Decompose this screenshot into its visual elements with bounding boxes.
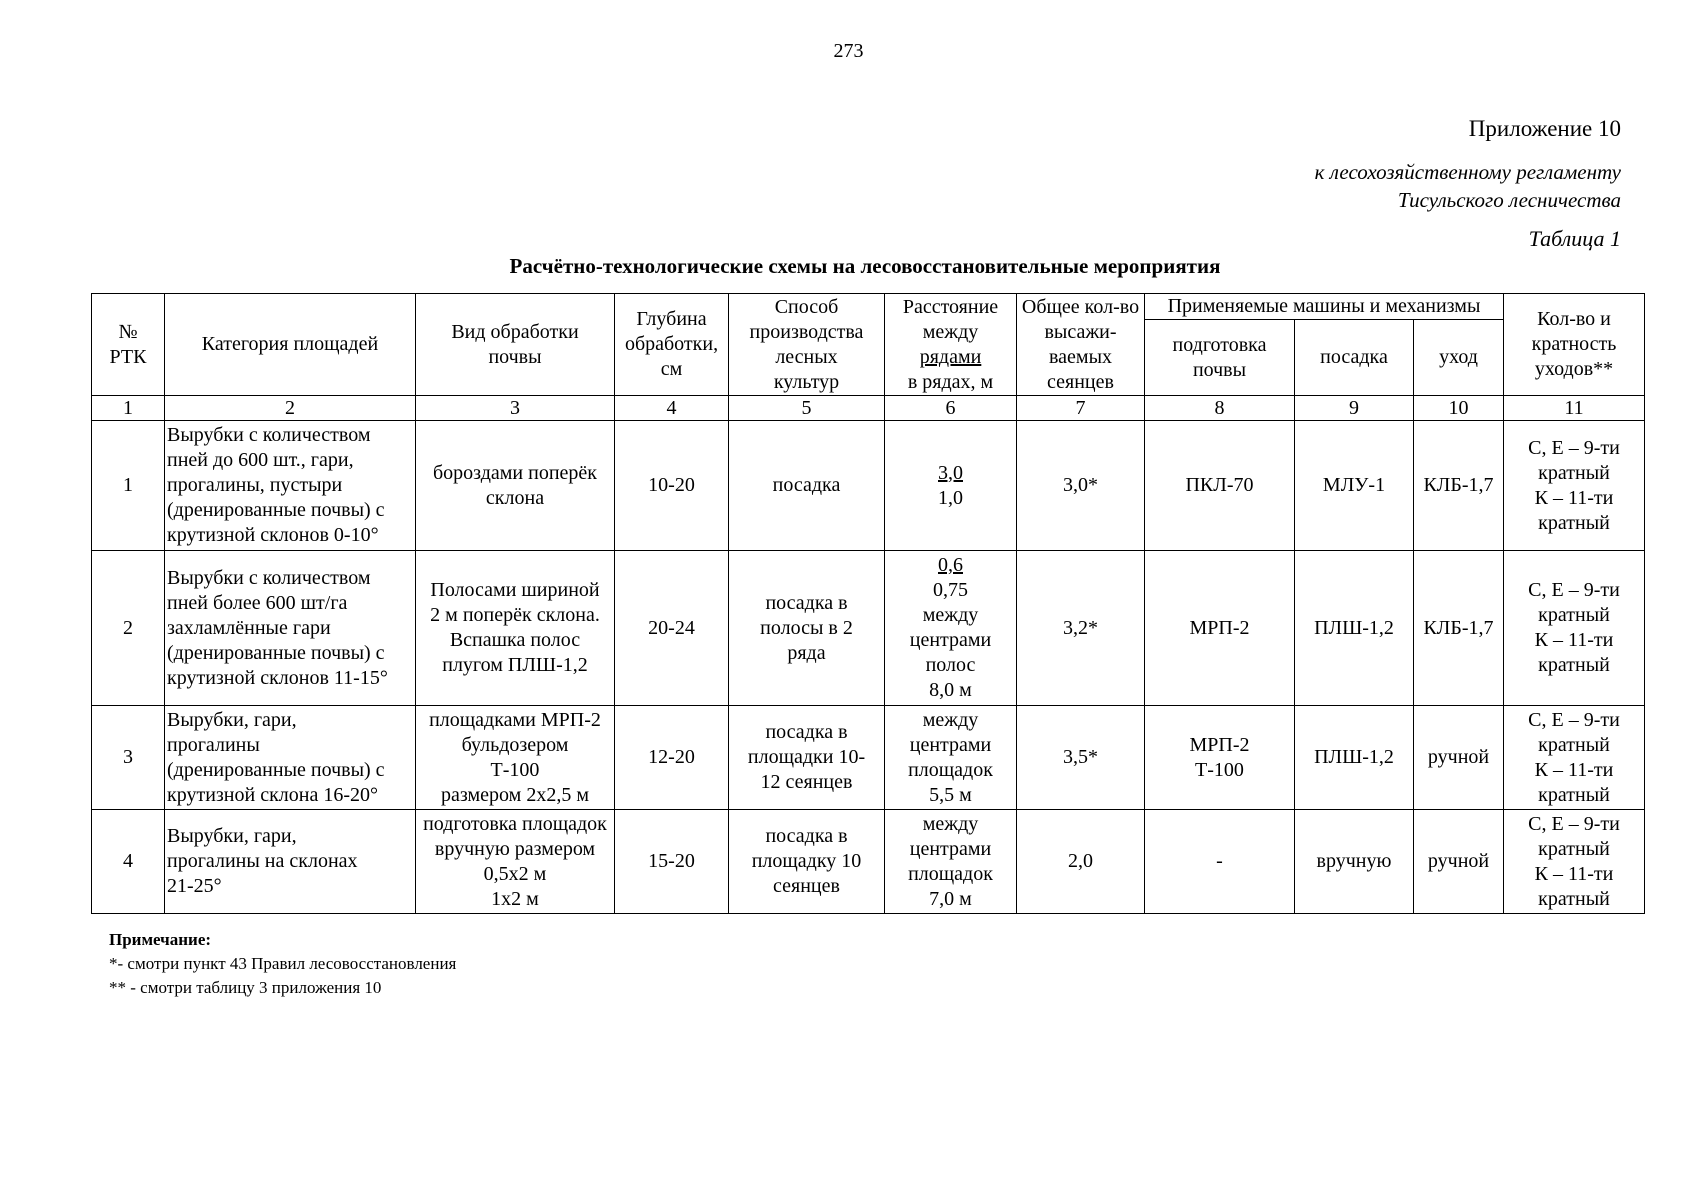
cell-care-count-line: кратный — [1538, 837, 1610, 860]
cell-soil-prep-machine-line: Т-100 — [1195, 758, 1244, 781]
cell-care-count-line: кратный — [1538, 654, 1610, 676]
header-planting: посадка — [1295, 320, 1414, 396]
schemes-table — [91, 293, 1645, 914]
cell-seedlings: 3,5* — [1017, 706, 1145, 810]
column-number: 2 — [165, 396, 416, 421]
cell-planting-machine: МЛУ-1 — [1295, 421, 1414, 551]
cell-care-count-line: кратный — [1538, 511, 1610, 534]
cell-category — [165, 551, 416, 706]
distance-line: между — [922, 812, 979, 835]
cell-soil-treatment — [416, 706, 615, 810]
cell-category-line: 21-25° — [167, 875, 222, 897]
cell-category-line: крутизной склона 16-20° — [167, 783, 379, 806]
cell-num: 4 — [92, 810, 165, 914]
cell-care-count — [1504, 551, 1645, 706]
distance-rows-value: 3,0 — [938, 461, 963, 484]
table-row — [92, 706, 1645, 810]
cell-soil-treatment-line: бороздами поперёк — [432, 461, 597, 484]
cell-distance — [885, 810, 1017, 914]
cell-care-count-line: С, Е – 9-ти — [1528, 708, 1620, 731]
column-number-row — [92, 396, 1645, 421]
cell-care-count-line: К – 11-ти — [1534, 629, 1614, 651]
notes — [109, 928, 456, 1000]
cell-soil-treatment-line: бульдозером — [461, 733, 569, 756]
column-number: 11 — [1504, 396, 1645, 421]
cell-planting-machine: ПЛШ-1,2 — [1295, 706, 1414, 810]
distance-rows-value: 0,6 — [938, 554, 963, 576]
cell-care-count-line: кратный — [1538, 783, 1610, 806]
cell-depth: 10-20 — [615, 421, 729, 551]
cell-distance — [885, 706, 1017, 810]
header-method: Способ производства лесных культур — [729, 294, 885, 396]
distance-line: между — [922, 604, 979, 626]
distance-line: 1,0 — [938, 486, 963, 509]
cell-soil-treatment-line: 1х2 м — [491, 887, 539, 910]
cell-soil-prep-machine — [1145, 551, 1295, 706]
cell-category-line: (дренированные почвы) с — [167, 758, 385, 781]
cell-soil-prep-machine-line: - — [1216, 850, 1223, 872]
cell-planting-machine: ПЛШ-1,2 — [1295, 551, 1414, 706]
cell-planting-machine: вручную — [1295, 810, 1414, 914]
cell-soil-treatment-line: Т-100 — [490, 758, 540, 781]
cell-distance — [885, 551, 1017, 706]
cell-soil-prep-machine — [1145, 706, 1295, 810]
regulation-line: Тисульского лесничества — [1397, 188, 1621, 212]
cell-soil-prep-machine-line: МРП-2 — [1189, 616, 1250, 639]
distance-line: центрами — [909, 629, 992, 651]
cell-category-line: (дренированные почвы) с — [167, 641, 385, 664]
distance-line: 7,0 м — [929, 887, 972, 910]
cell-care-machine: КЛБ-1,7 — [1414, 551, 1504, 706]
table-row — [92, 810, 1645, 914]
table-row — [92, 551, 1645, 706]
distance-line: площадок — [908, 758, 993, 781]
cell-soil-treatment-line: плугом ПЛШ-1,2 — [442, 654, 588, 676]
cell-method-line: посадка — [772, 474, 841, 496]
header-distance: Расстояние между рядами в рядах, м — [885, 294, 1017, 396]
cell-method-line: посадка в — [765, 721, 848, 743]
cell-category-line: пней до 600 шт., гари, — [167, 449, 354, 471]
header-care: уход — [1414, 320, 1504, 396]
cell-care-count-line: К – 11-ти — [1534, 862, 1614, 885]
distance-line: 0,75 — [933, 579, 968, 601]
header-depth: Глубина обработки, см — [615, 294, 729, 396]
header-soil-type: Вид обработки почвы — [416, 294, 615, 396]
cell-soil-prep-machine — [1145, 421, 1295, 551]
column-number: 7 — [1017, 396, 1145, 421]
cell-care-count — [1504, 810, 1645, 914]
note-item: *- смотри пункт 43 Правил лесовосстановления — [109, 954, 457, 973]
cell-care-count-line: кратный — [1538, 604, 1610, 626]
cell-category-line: прогалины на склонах — [167, 850, 358, 872]
cell-care-count-line: С, Е – 9-ти — [1528, 436, 1620, 459]
cell-category-line: прогалины — [167, 733, 260, 756]
cell-soil-treatment-line: 2 м поперёк склона. — [430, 604, 600, 626]
distance-line: между — [922, 708, 979, 731]
cell-category-line: крутизной склонов 11-15° — [167, 666, 388, 689]
header-num: № РТК — [92, 294, 165, 396]
cell-soil-prep-machine — [1145, 810, 1295, 914]
header-category: Категория площадей — [165, 294, 416, 396]
cell-soil-prep-machine-line: ПКЛ-70 — [1185, 474, 1254, 496]
cell-soil-treatment-line: Полосами шириной — [430, 579, 600, 601]
cell-care-count-line: К – 11-ти — [1534, 486, 1614, 509]
distance-line: центрами — [909, 733, 992, 756]
page-number: 273 — [833, 40, 864, 62]
cell-method-line: 12 сеянцев — [760, 771, 853, 793]
cell-seedlings: 3,0* — [1017, 421, 1145, 551]
column-number: 10 — [1414, 396, 1504, 421]
cell-depth: 12-20 — [615, 706, 729, 810]
header-seedlings: Общее кол-во высажи- ваемых сеянцев — [1017, 294, 1145, 396]
cell-soil-treatment-line: вручную размером — [434, 837, 596, 860]
column-number: 9 — [1295, 396, 1414, 421]
column-number: 6 — [885, 396, 1017, 421]
cell-care-count-line: С, Е – 9-ти — [1528, 579, 1620, 601]
header-machines: Применяемые машины и механизмы — [1145, 294, 1504, 320]
header-care-count: Кол-во и кратность уходов** — [1504, 294, 1645, 396]
cell-category-line: прогалины, пустыри — [167, 474, 343, 496]
cell-method-line: посадка в — [765, 825, 848, 847]
column-number: 3 — [416, 396, 615, 421]
cell-method-line: площадку 10 — [751, 850, 862, 872]
cell-method — [729, 706, 885, 810]
cell-category-line: крутизной склонов 0-10° — [167, 524, 379, 546]
cell-soil-treatment — [416, 810, 615, 914]
cell-category — [165, 421, 416, 551]
column-number: 8 — [1145, 396, 1295, 421]
cell-soil-treatment-line: 0,5х2 м — [483, 862, 547, 885]
cell-soil-treatment-line: подготовка площадок — [423, 812, 607, 835]
table-body — [92, 421, 1645, 914]
cell-care-machine: ручной — [1414, 810, 1504, 914]
cell-care-machine: КЛБ-1,7 — [1414, 421, 1504, 551]
cell-care-count-line: кратный — [1538, 887, 1610, 910]
regulation-reference — [1315, 158, 1621, 214]
distance-line: площадок — [908, 862, 993, 885]
cell-method — [729, 551, 885, 706]
appendix-label: Приложение 10 — [1468, 116, 1621, 141]
table-label: Таблица 1 — [1528, 226, 1621, 251]
cell-distance — [885, 421, 1017, 551]
cell-category-line: Вырубки с количеством — [167, 566, 371, 589]
cell-care-count-line: С, Е – 9-ти — [1528, 812, 1620, 835]
distance-line: полос — [925, 654, 976, 676]
cell-method — [729, 421, 885, 551]
cell-care-count-line: К – 11-ти — [1534, 758, 1614, 781]
table-row — [92, 421, 1645, 551]
cell-soil-treatment — [416, 551, 615, 706]
cell-num: 2 — [92, 551, 165, 706]
cell-soil-prep-machine-line: МРП-2 — [1189, 733, 1250, 756]
distance-line: центрами — [909, 837, 992, 860]
cell-seedlings: 3,2* — [1017, 551, 1145, 706]
distance-line: 8,0 м — [929, 679, 972, 701]
column-number: 5 — [729, 396, 885, 421]
cell-method-line: посадка в — [765, 591, 848, 614]
cell-category-line: Вырубки, гари, — [167, 825, 297, 847]
cell-category-line: Вырубки, гари, — [167, 708, 297, 731]
cell-category — [165, 706, 416, 810]
column-number: 1 — [92, 396, 165, 421]
cell-method-line: полосы в 2 — [760, 616, 853, 639]
cell-depth: 15-20 — [615, 810, 729, 914]
cell-method-line: сеянцев — [773, 875, 840, 897]
cell-num: 1 — [92, 421, 165, 551]
note-item: ** - смотри таблицу 3 приложения 10 — [109, 978, 382, 997]
regulation-line: к лесохозяйственному регламенту — [1314, 160, 1621, 184]
cell-soil-treatment-line: площадками МРП-2 — [429, 708, 601, 731]
cell-soil-treatment-line: Вспашка полос — [449, 629, 581, 651]
cell-depth: 20-24 — [615, 551, 729, 706]
distance-line: 5,5 м — [929, 783, 972, 806]
cell-care-count-line: кратный — [1538, 461, 1610, 484]
cell-soil-treatment-line: склона — [485, 486, 545, 509]
cell-soil-treatment-line: размером 2х2,5 м — [441, 783, 589, 806]
cell-category — [165, 810, 416, 914]
cell-category-line: захламлённые гари — [167, 616, 331, 639]
cell-category-line: пней более 600 шт/га — [167, 591, 348, 614]
cell-care-machine: ручной — [1414, 706, 1504, 810]
cell-care-count-line: кратный — [1538, 733, 1610, 756]
cell-method-line: ряда — [787, 641, 826, 664]
cell-soil-treatment — [416, 421, 615, 551]
cell-care-count — [1504, 421, 1645, 551]
document-title: Расчётно-технологические схемы на лесовосстановительные мероприятия — [509, 254, 1221, 278]
cell-method — [729, 810, 885, 914]
cell-care-count — [1504, 706, 1645, 810]
cell-seedlings: 2,0 — [1017, 810, 1145, 914]
cell-category-line: Вырубки с количеством — [167, 424, 371, 446]
column-number: 4 — [615, 396, 729, 421]
header-soil-prep: подготовка почвы — [1145, 320, 1295, 396]
cell-num: 3 — [92, 706, 165, 810]
cell-method-line: площадки 10- — [747, 746, 866, 768]
notes-title: Примечание: — [109, 930, 212, 949]
cell-category-line: (дренированные почвы) с — [167, 499, 385, 521]
